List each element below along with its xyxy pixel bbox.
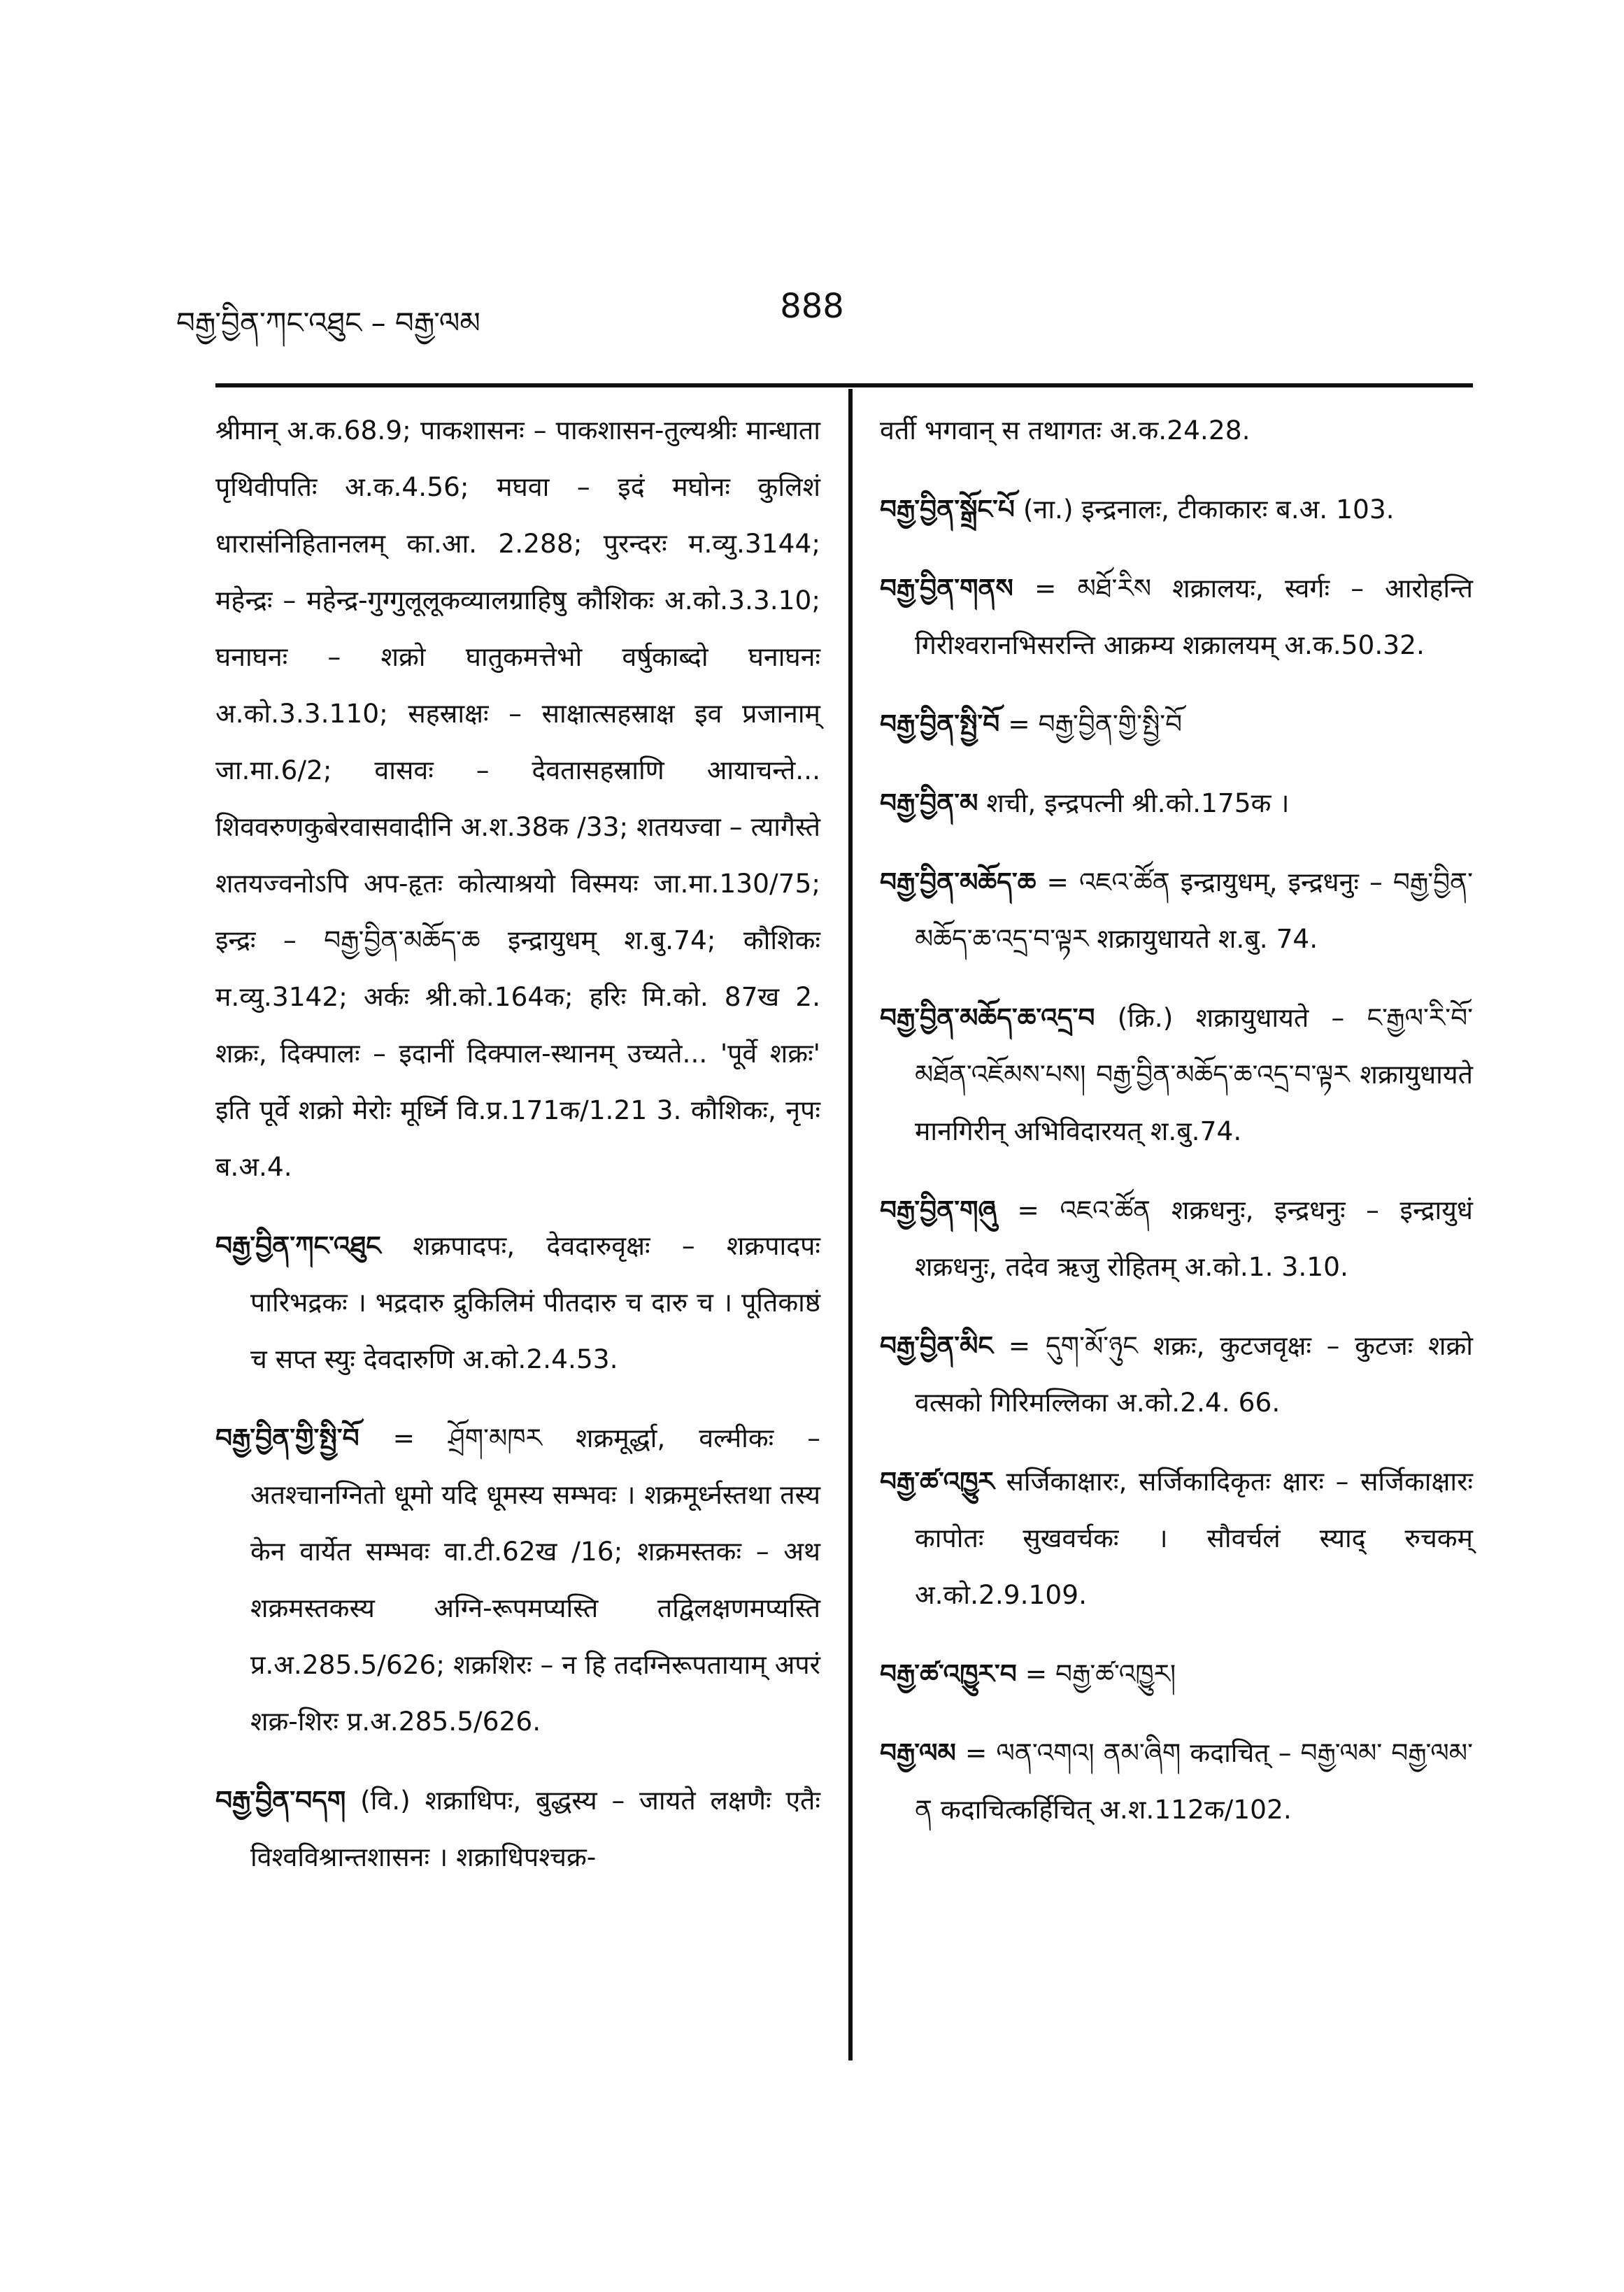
dictionary-entry xyxy=(215,1218,820,1388)
entry-definition: (वि.) शक्राधिपः, बुद्धस्य – जायते लक्षणैः एतैः विश्वविश्रान्तशासनः । शक्राधिपश्चक्र- xyxy=(250,1785,820,1872)
entry-definition: सर्जिकाक्षारः, सर्जिकादिकृतः क्षारः – सर्जिकाक्षारः कापोतः सुखवर्चकः । सौवर्चलं स्याद् रुचकम् अ.को.2.9.109. xyxy=(915,1466,1473,1610)
page-header xyxy=(0,273,1624,350)
entry-headword: བརྒྱ་བྱིན་གྱི་སྤྱི་བོ xyxy=(215,1423,359,1453)
entry-definition: = བརྒྱ་ཚ་འཁྱུར། xyxy=(1016,1658,1176,1689)
dictionary-entry xyxy=(880,1318,1473,1431)
entry-headword: བརྒྱ་བྱིན་མཆོད་ཆ xyxy=(880,867,1037,897)
dictionary-entry xyxy=(880,696,1473,753)
dictionary-entry xyxy=(880,560,1473,674)
entry-definition: = འཇའ་ཚོན इन्द्रायुधम्, इन्द्रधनुः – བརྒྱ་བྱིན་མཆོད་ཆ་འདྲ་བ་ལྟར शक्रायुधायते श.बु. 74. xyxy=(915,867,1473,954)
dictionary-entry xyxy=(880,1646,1473,1702)
running-head: བརྒྱ་བྱིན་ཀང་འཐུང – བརྒྱ་ལམ xyxy=(176,306,480,340)
entry-definition: = དུག་མོ་ཉུང शक्रः, कुटजवृक्षः – कुटजः शक्रो वत्सको गिरिमल्लिका अ.को.2.4. 66. xyxy=(915,1330,1473,1418)
header-rule xyxy=(215,383,1473,387)
dictionary-entry xyxy=(880,775,1473,832)
entry-headword: བརྒྱ་ཚ་འཁྱུར xyxy=(880,1466,995,1497)
entry-definition: शक्रपादपः, देवदारुवृक्षः – शक्रपादपः पारिभद्रकः । भद्रदारु द्रुकिलिमं पीतदारु च दारु च । पूतिकाष्ठं च सप्त स्युः देवदारुणि अ.को.2.4.53. xyxy=(250,1230,820,1374)
dictionary-entry xyxy=(880,1453,1473,1623)
entry-headword: བརྒྱ་བྱིན་མཆོད་ཆ་འདྲ་བ xyxy=(880,1002,1095,1033)
entry-definition: = བརྒྱ་བྱིན་གྱི་སྤྱི་བོ xyxy=(999,709,1183,739)
dictionary-entry xyxy=(215,1772,820,1886)
entry-definition: (क्रि.) शक्रायुधायते – ང་རྒྱལ་རི་བོ་མཐོན་འཇོམས་པས། བརྒྱ་བྱིན་མཆོད་ཆ་འདྲ་བ་ལྟར शक्रायुधायते मानगिरीन् अभिविदारयत् श.बु.74. xyxy=(915,1002,1473,1146)
entry-headword: བརྒྱ་བྱིན་གནས xyxy=(880,573,1013,604)
entry-headword: བརྒྱ་བྱིན་མ xyxy=(880,788,978,818)
column-divider xyxy=(848,389,853,2060)
entry-headword: བརྒྱ་ཚ་འཁྱུར་བ xyxy=(880,1658,1017,1689)
entry-headword: བརྒྱ་བྱིན་གཞུ xyxy=(880,1195,997,1225)
dictionary-entry xyxy=(880,1725,1473,1838)
dictionary-entry xyxy=(880,990,1473,1160)
entry-headword: བརྒྱ་བྱིན་མིང xyxy=(880,1330,994,1361)
continued-entry-text: वर्ती भगवान् स तथागतः अ.क.24.28. xyxy=(880,415,1251,446)
right-column xyxy=(880,402,1473,1860)
continued-entry-text: श्रीमान् अ.क.68.9; पाकशासनः – पाकशासन-तुल्यश्रीः मान्धाता पृथिवीपतिः अ.क.4.56; मघवा – इदं मघोनः कुलिशं धारासंनिहितानलम् का.आ. 2.288; पुरन्दरः म.व्यु.3144; महेन्द्रः – महेन्द्र-गुग्गुलूलूकव्यालग्राहिषु कौशिकः अ.को.3.3.10; घनाघनः – शक्रो घातुकमत्तेभो वर्षुकाब्दो घनाघनः अ.को.3.3.110; सहस्राक्षः – साक्षात्सहस्राक्ष इव प्रजानाम् जा.मा.6/2; वासवः – देवतासहस्राणि आयाचन्ते... शिववरुणकुबेरवासवादीनि अ.श.38क /33; शतयज्वा – त्यागैस्ते शतयज्वनोऽपि अप-हृतः कोत्याश्रयो विस्मयः जा.मा.130/75; इन्द्रः – བརྒྱ་བྱིན་མཆོད་ཆ इन्द्रायुधम् श.बु.74; कौशिकः म.व्यु.3142; अर्कः श्री.को.164क; हरिः मि.को. 87ख 2. शक्रः, दिक्पालः – इदानीं दिक्पाल-स्थानम् उच्यते... 'पूर्वे शक्रः' इति पूर्वे शक्रो मेरोः मूर्ध्नि वि.प्र.171क/1.21 3. कौशिकः, नृपः ब.अ.4. xyxy=(215,415,820,1182)
entry-headword: བརྒྱ་བྱིན་སྒྲོང་པོ xyxy=(880,494,1015,525)
entry-headword: བརྒྱ་བྱིན་བདག xyxy=(215,1785,346,1816)
entry-definition: = ལན་འགའ། ནམ་ཞིག कदाचित् – བརྒྱ་ལམ་ བརྒྱ་ལམ་ན कदाचित्कर्हिचित् अ.श.112क/102. xyxy=(915,1737,1473,1825)
entry-definition: (ना.) इन्द्रनालः, टीकाकारः ब.अ. 103. xyxy=(1014,494,1395,525)
left-column xyxy=(215,402,820,1908)
entry-definition: = མཐོ་རིས शक्रालयः, स्वर्गः – आरोहन्ति गिरीश्वरानभिसरन्ति आक्रम्य शक्रालयम् अ.क.50.32. xyxy=(915,573,1473,660)
dictionary-entry xyxy=(880,1182,1473,1295)
entry-headword: བརྒྱ་བྱིན་ཀང་འཐུང xyxy=(215,1230,381,1261)
dictionary-entry xyxy=(880,854,1473,967)
entry-headword: བརྒྱ་བྱིན་སྤྱི་བོ xyxy=(880,709,1000,739)
dictionary-entry xyxy=(215,1410,820,1750)
entry-definition: = ཤྲོག་མཁར शक्रमूर्द्धा, वल्मीकः – अतश्चानग्नितो धूमो यदि धूमस्य सम्भवः । शक्रमूर्ध्नस्तथा तस्य केन वार्येत सम्भवः वा.टी.62ख /16; शक्रमस्तकः – अथ शक्रमस्तकस्य अग्नि-रूपमप्यस्ति तद्विलक्षणमप्यस्ति प्र.अ.285.5/626; शक्रशिरः – न हि तदग्निरूपतायाम् अपरं शक्र-शिरः प्र.अ.285.5/626. xyxy=(250,1423,820,1737)
dictionary-entry xyxy=(880,481,1473,538)
entry-headword: བརྒྱ་ལམ xyxy=(880,1737,956,1768)
page-number: 888 xyxy=(780,287,844,326)
entry-definition: = འཇའ་ཚོན शक्रधनुः, इन्द्रधनुः – इन्द्रायुधं शक्रधनुः, तदेव ऋजु रोहितम् अ.को.1. 3.10. xyxy=(915,1195,1473,1282)
entry-definition: शची, इन्द्रपत्नी श्री.को.175क । xyxy=(978,788,1290,818)
